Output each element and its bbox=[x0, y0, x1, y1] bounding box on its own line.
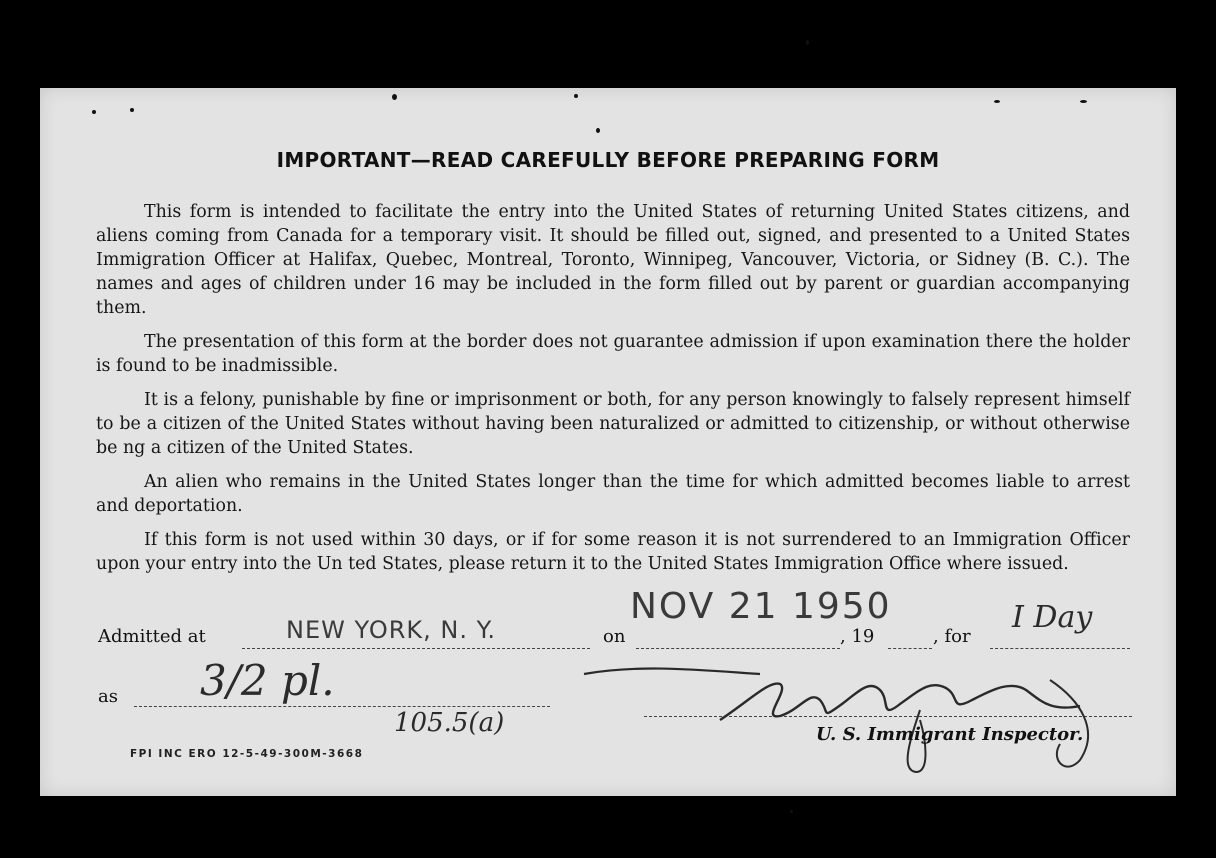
inspector-title: U. S. Immigrant Inspector. bbox=[816, 724, 1084, 745]
dust-speck bbox=[392, 94, 397, 100]
year-label: , 19 bbox=[840, 626, 875, 647]
paragraph-purpose: This form is intended to facilitate the entry into the United States of returning United States citizens, and aliens coming from Canada for a temporary visit. It should be filled out, signed, and presented to a United States Immigration Officer at Halifax, Quebec, Montreal, Toronto, Winnipeg, Vancouver, Victoria, or Sidney (B. C.). The names and ages of children under 16 may be included in the form filled out by parent or guardian accompanying them. bbox=[96, 202, 1130, 318]
for-label: , for bbox=[933, 626, 971, 647]
as-handwritten-section: 105.5(a) bbox=[394, 708, 505, 738]
as-handwritten-class: 3/2 pl. bbox=[200, 656, 335, 705]
paragraph-return: If this form is not used within 30 days, or if for some reason it is not surrendered to an Immigration Officer upon your entry into the Un ted States, please return it to the United States Immigration Office where issued. bbox=[96, 530, 1130, 574]
dust-speck bbox=[130, 108, 134, 112]
paragraph-admission: The presentation of this form at the border does not guarantee admission if upon examination there the holder is found to be inadmissible. bbox=[96, 332, 1130, 376]
paragraph-felony: It is a felony, punishable by fine or imprisonment or both, for any person knowingly to falsely represent himself to be a citizen of the United States without having been naturalized or admitted to citizenship, or without otherwise be ng a citizen of the United States. bbox=[96, 390, 1130, 458]
paragraph-alien: An alien who remains in the United States longer than the time for which admitted becomes liable to arrest and deportation. bbox=[96, 472, 1130, 516]
date-line bbox=[636, 648, 840, 649]
admitted-at-label: Admitted at bbox=[98, 626, 206, 647]
dust-speck bbox=[994, 100, 1000, 103]
dust-speck bbox=[790, 810, 793, 813]
inspector-signature bbox=[580, 660, 1140, 780]
dust-speck bbox=[574, 94, 578, 98]
form-title: IMPORTANT—READ CAREFULLY BEFORE PREPARING FORM bbox=[276, 148, 940, 172]
dust-speck bbox=[1080, 100, 1087, 103]
as-line bbox=[134, 706, 550, 707]
as-label: as bbox=[98, 686, 118, 707]
dust-speck bbox=[92, 110, 96, 114]
year-line bbox=[888, 648, 932, 649]
dust-speck bbox=[806, 40, 809, 45]
dust-speck bbox=[596, 128, 600, 133]
admitted-at-stamp: NEW YORK, N. Y. bbox=[286, 616, 497, 644]
admitted-at-line bbox=[242, 648, 590, 649]
on-label: on bbox=[603, 626, 626, 647]
duration-line bbox=[990, 648, 1130, 649]
instructions bbox=[96, 200, 1130, 586]
printer-code: FPI INC ERO 12-5-49-300M-3668 bbox=[130, 748, 364, 760]
date-stamp: NOV 21 1950 bbox=[630, 586, 892, 627]
immigration-form-card bbox=[40, 88, 1176, 796]
duration-handwritten: I Day bbox=[1012, 600, 1093, 635]
